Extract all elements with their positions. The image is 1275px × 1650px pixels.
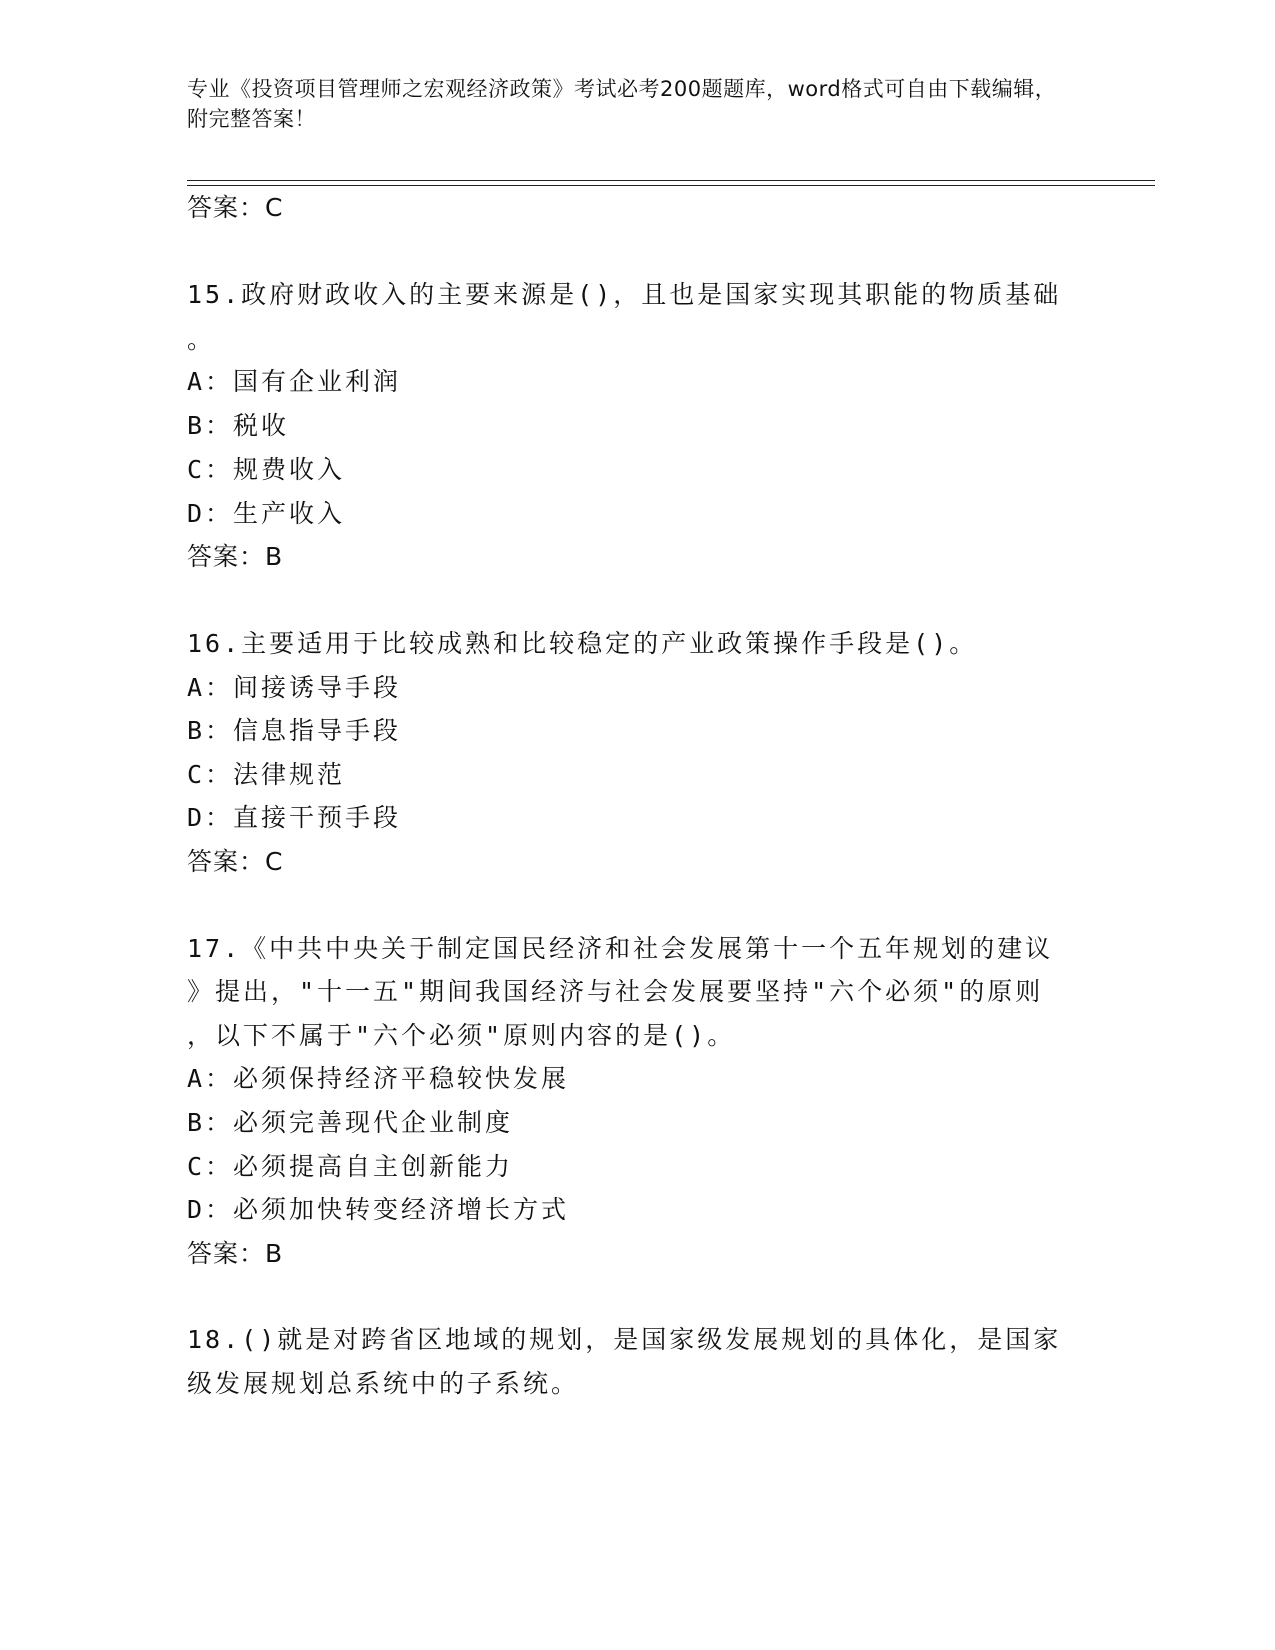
question-18-line-2: 级发展规划总系统中的子系统。 xyxy=(187,1369,580,1398)
question-17-answer: 答案：B xyxy=(187,1239,284,1268)
question-15-line-2: 。 xyxy=(187,325,216,354)
question-17-option-b: B：必须完善现代企业制度 xyxy=(187,1108,514,1137)
question-16-option-d: D：直接干预手段 xyxy=(187,803,402,832)
question-17-option-c: C：必须提高自主创新能力 xyxy=(187,1152,514,1181)
question-17-line-1: 17.《中共中央关于制定国民经济和社会发展第十一个五年规划的建议 xyxy=(187,934,1054,963)
question-17-option-d: D：必须加快转变经济增长方式 xyxy=(187,1195,570,1224)
header-rule-top xyxy=(187,180,1155,181)
question-15-option-d: D：生产收入 xyxy=(187,499,346,528)
question-16-option-a: A：间接诱导手段 xyxy=(187,673,402,702)
question-15-option-c: C：规费收入 xyxy=(187,455,346,484)
question-17-line-3: ，以下不属于"六个必须"原则内容的是()。 xyxy=(187,1021,736,1050)
header-rule-bottom xyxy=(187,185,1155,186)
question-17-option-a: A：必须保持经济平稳较快发展 xyxy=(187,1064,570,1093)
question-15-option-b: B：税收 xyxy=(187,411,290,440)
question-15-option-a: A：国有企业利润 xyxy=(187,367,402,396)
question-16-option-c: C：法律规范 xyxy=(187,760,346,789)
question-16-answer: 答案：C xyxy=(187,847,284,876)
question-16-option-b: B：信息指导手段 xyxy=(187,716,402,745)
page-header: 专业《投资项目管理师之宏观经济政策》考试必考200题题库，word格式可自由下载编辑，附完整答案！ xyxy=(187,77,1057,131)
answer-line: 答案：C xyxy=(187,193,284,222)
question-17-line-2: 》提出，"十一五"期间我国经济与社会发展要坚持"六个必须"的原则 xyxy=(187,977,1044,1006)
question-15-answer: 答案：B xyxy=(187,542,284,571)
question-16-line-1: 16.主要适用于比较成熟和比较稳定的产业政策操作手段是()。 xyxy=(187,629,978,658)
question-15-line-1: 15.政府财政收入的主要来源是()，且也是国家实现其职能的物质基础 xyxy=(187,280,1062,309)
question-18-line-1: 18.()就是对跨省区地域的规划，是国家级发展规划的具体化，是国家 xyxy=(187,1325,1062,1354)
